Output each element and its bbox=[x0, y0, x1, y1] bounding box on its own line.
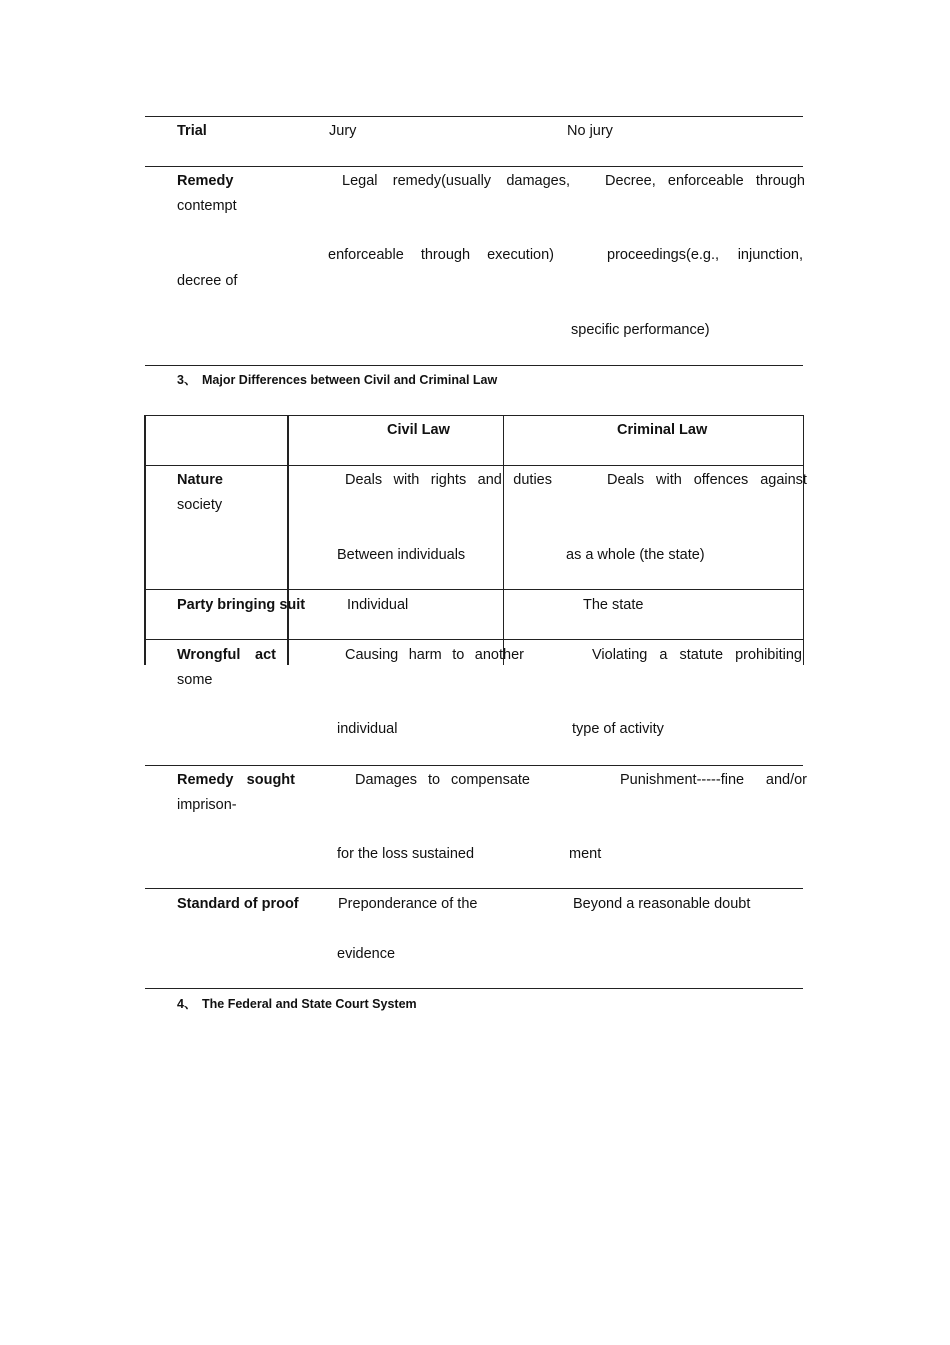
header-criminal-law: Criminal Law bbox=[617, 422, 708, 438]
table2-rule-remedy bbox=[145, 888, 803, 889]
row-remedy-criminal-line1: Decree, enforceable through bbox=[605, 173, 805, 189]
table2-top-rule bbox=[145, 415, 804, 416]
row-remedy-criminal-line2: proceedings(e.g., injunction, bbox=[607, 247, 803, 263]
row-nature-criminal-line1: Deals with offences against bbox=[607, 472, 807, 488]
row-nature-civil-line1: Deals with rights and duties bbox=[345, 472, 552, 488]
row-proof-civil-line2: evidence bbox=[337, 946, 396, 962]
row-party-criminal: The state bbox=[583, 597, 644, 613]
row-trial-label: Trial bbox=[177, 123, 207, 139]
row-nature-civil-line2: Between individuals bbox=[337, 547, 466, 563]
row-remedy-civil-line1: Legal remedy(usually damages, bbox=[342, 173, 570, 189]
table2-left-border bbox=[144, 415, 146, 665]
header-civil-law: Civil Law bbox=[387, 422, 450, 438]
section-3-number: 3、 bbox=[177, 373, 197, 387]
row-remedy-wrap2: decree of bbox=[177, 273, 238, 289]
row-party-label: Party bringing suit bbox=[177, 597, 306, 613]
row-wrongful-civil-line2: individual bbox=[337, 721, 398, 737]
table2-bottom-rule bbox=[145, 988, 803, 989]
table1-top-rule bbox=[145, 116, 803, 117]
row-remedy-sought-civil-line1: Damages to compensate bbox=[355, 772, 530, 788]
row-wrongful-wrap: some bbox=[177, 672, 213, 688]
row-remedy-criminal-line3: specific performance) bbox=[571, 322, 710, 338]
section-4-number: 4、 bbox=[177, 997, 197, 1011]
row-remedy-sought-criminal-line1: Punishment-----fine and/or bbox=[620, 772, 807, 788]
row-wrongful-criminal-line1: Violating a statute prohibiting bbox=[592, 647, 802, 663]
row-proof-label: Standard of proof bbox=[177, 896, 299, 912]
row-party-civil: Individual bbox=[347, 597, 409, 613]
table2-col1-border bbox=[287, 415, 289, 665]
table2-rule-party bbox=[145, 639, 804, 640]
table2-rule-header bbox=[145, 465, 804, 466]
row-remedy-sought-label: Remedy sought bbox=[177, 772, 295, 788]
row-nature-label: Nature bbox=[177, 472, 223, 488]
table1-row-rule bbox=[145, 166, 803, 167]
table2-right-border bbox=[803, 415, 804, 665]
table1-bottom-rule bbox=[145, 365, 803, 366]
row-remedy-label: Remedy bbox=[177, 173, 234, 189]
row-remedy-sought-civil-line2: for the loss sustained bbox=[337, 846, 475, 862]
table2-rule-wrongful bbox=[145, 765, 803, 766]
row-remedy-sought-wrap: imprison- bbox=[177, 797, 237, 813]
table2-rule-nature bbox=[145, 589, 804, 590]
row-trial-civil: Jury bbox=[329, 123, 357, 139]
row-wrongful-civil-line1: Causing harm to another bbox=[345, 647, 524, 663]
row-proof-civil-line1: Preponderance of the bbox=[338, 896, 478, 912]
row-wrongful-criminal-line2: type of activity bbox=[572, 721, 664, 737]
row-wrongful-label: Wrongful act bbox=[177, 647, 276, 663]
section-4-title: The Federal and State Court System bbox=[202, 997, 417, 1011]
row-remedy-wrap1: contempt bbox=[177, 198, 237, 214]
row-nature-criminal-line2: as a whole (the state) bbox=[566, 547, 705, 563]
row-remedy-civil-line2: enforceable through execution) bbox=[328, 247, 554, 263]
section-3-title: Major Differences between Civil and Criminal Law bbox=[202, 373, 498, 387]
row-nature-wrap: society bbox=[177, 497, 223, 513]
row-proof-criminal-line1: Beyond a reasonable doubt bbox=[573, 896, 751, 912]
row-remedy-sought-criminal-line2: ment bbox=[569, 846, 602, 862]
table2-col2-border bbox=[503, 415, 504, 665]
row-trial-criminal: No jury bbox=[567, 123, 613, 139]
